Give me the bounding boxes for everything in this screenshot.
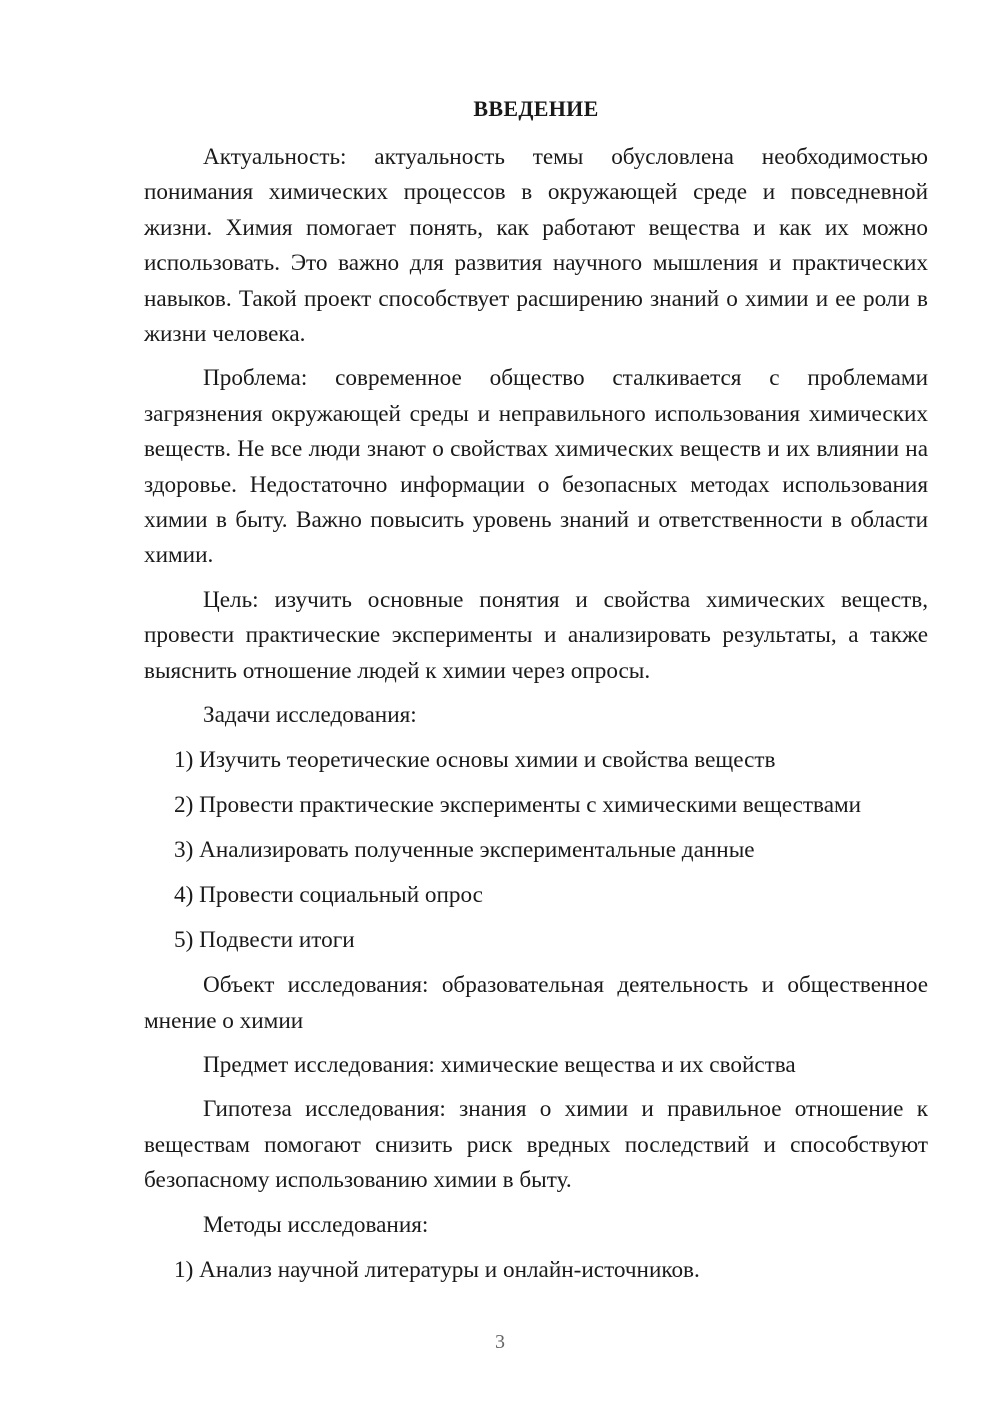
object-paragraph: Объект исследования: образовательная деятельность и общественное мнение о химии xyxy=(144,972,928,1034)
section-title: ВВЕДЕНИЕ xyxy=(473,96,599,121)
task-item-4: 4) Провести социальный опрос xyxy=(174,882,483,909)
goal-paragraph: Цель: изучить основные понятия и свойства химических веществ, провести практические эксперименты и анализировать результаты, а также выяснить отношение людей к химии через опросы. xyxy=(144,586,928,684)
page-content xyxy=(144,94,928,1298)
task-item-3: 3) Анализировать полученные экспериментальные данные xyxy=(174,837,755,864)
hypothesis-paragraph: Гипотеза исследования: знания о химии и правильное отношение к веществам помогают снизить риск вредных последствий и способствуют безопасному использованию химии в быту. xyxy=(144,1096,928,1194)
task-item-2: 2) Провести практические эксперименты с химическими веществами xyxy=(174,792,862,819)
problem-paragraph: Проблема: современное общество сталкивается с проблемами загрязнения окружающей среды и неправильного использования химических веществ. Не все люди знают о свойствах химических веществ и их влиянии на здоровье. Недостаточно информации о безопасных методах использования химии в быту. Важно повысить уровень знаний и ответственности в области химии. xyxy=(144,365,928,569)
task-item-5: 5) Подвести итоги xyxy=(174,927,355,954)
task-item-1: 1) Изучить теоретические основы химии и свойства веществ xyxy=(174,747,776,774)
method-item-1: 1) Анализ научной литературы и онлайн-источников. xyxy=(174,1256,700,1283)
relevance-paragraph: Актуальность: актуальность темы обусловлена необходимостью понимания химических процессов в окружающей среде и повседневной жизни. Химия помогает понять, как работают вещества и как их можно использовать. Это важно для развития научного мышления и практических навыков. Такой проект способствует расширению знаний о химии и ее роли в жизни человека. xyxy=(144,144,928,348)
subject-paragraph: Предмет исследования: химические вещества и их свойства xyxy=(203,1051,796,1078)
methods-heading: Методы исследования: xyxy=(203,1211,429,1238)
tasks-heading: Задачи исследования: xyxy=(203,702,417,729)
page-number: 3 xyxy=(495,1331,505,1353)
